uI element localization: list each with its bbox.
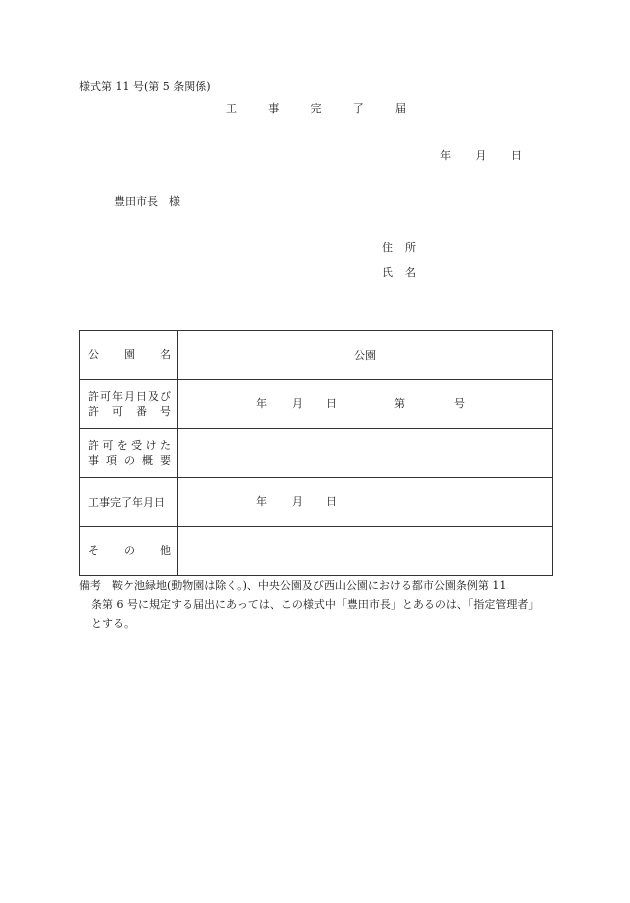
table-row xyxy=(80,331,553,380)
permit-date-number-label xyxy=(80,380,178,429)
label-char: 可 xyxy=(112,405,123,418)
addressee: 豊田市長 様 xyxy=(114,195,180,208)
title-char: 工 xyxy=(226,102,237,115)
label-char: そ xyxy=(88,544,99,557)
completion-month: 月 xyxy=(292,495,303,508)
completion-date-field[interactable] xyxy=(178,478,553,527)
label-char: 園 xyxy=(124,348,135,361)
table-row xyxy=(80,478,553,527)
title-char: 事 xyxy=(268,102,280,115)
label-char: 住 xyxy=(382,241,393,254)
label-char: 氏 xyxy=(382,266,393,279)
form-number: 様式第 11 号(第 5 条関係) xyxy=(79,80,211,93)
date-year: 年 xyxy=(440,149,451,162)
permit-number-prefix: 第 xyxy=(394,397,405,410)
label-char: を xyxy=(116,439,128,452)
completion-day: 日 xyxy=(326,495,337,508)
label-char: 受 xyxy=(131,439,143,452)
permit-number-suffix: 号 xyxy=(454,397,465,410)
label-char: 項 xyxy=(106,454,117,467)
label-char: 名 xyxy=(160,348,171,361)
label-char: 所 xyxy=(405,241,416,254)
label-char: 許 xyxy=(88,439,99,452)
park-name-field[interactable] xyxy=(178,331,553,380)
permitted-matter-summary-label xyxy=(80,429,178,478)
label-char: 可 xyxy=(100,390,111,403)
title-char: 完 xyxy=(310,102,322,115)
title-char: 届 xyxy=(395,102,406,115)
park-name-value: 公園 xyxy=(354,349,376,362)
date-month: 月 xyxy=(475,149,487,162)
permit-date-number-field[interactable] xyxy=(178,380,553,429)
label-char: 及 xyxy=(148,390,159,403)
permit-year: 年 xyxy=(256,397,267,410)
document-title xyxy=(226,102,406,116)
table-row xyxy=(80,527,553,576)
applicant-address-label xyxy=(382,241,416,255)
submission-date xyxy=(440,149,522,163)
completion-form-table xyxy=(79,330,553,576)
label-char: 許 xyxy=(88,405,99,418)
label-char: 許 xyxy=(88,390,99,403)
label-char: た xyxy=(159,439,171,452)
label-char: 月 xyxy=(124,390,135,403)
label-char: 名 xyxy=(405,266,416,279)
other-label xyxy=(80,527,178,576)
label-char: び xyxy=(160,390,171,403)
title-char: 了 xyxy=(352,102,364,115)
label-char: 番 xyxy=(136,405,147,418)
label-char: 他 xyxy=(160,544,171,557)
label-char: の xyxy=(124,454,135,467)
label-char: 概 xyxy=(142,454,153,467)
permitted-matter-summary-field[interactable] xyxy=(178,429,553,478)
remarks-line: 備考 鞍ケ池緑地(動物園は除く。)、中央公園及び西山公園における都市公園条例第 11 xyxy=(79,579,507,592)
remarks-note xyxy=(79,576,557,633)
label-char: 日 xyxy=(136,390,147,403)
permit-day: 日 xyxy=(326,397,337,410)
park-name-label xyxy=(80,331,178,380)
applicant-name-label xyxy=(382,266,416,280)
completion-year: 年 xyxy=(256,495,267,508)
completion-date-label xyxy=(80,478,178,527)
table-row xyxy=(80,380,553,429)
label-char: 号 xyxy=(160,405,171,418)
label-char: け xyxy=(145,439,157,452)
remarks-line: 条第 6 号に規定する届出にあっては、この様式中「豊田市長」とあるのは、「指定管理者」 xyxy=(91,598,540,611)
label-char: 事 xyxy=(88,454,99,467)
label-char: 年 xyxy=(112,390,123,403)
other-field[interactable] xyxy=(178,527,553,576)
label-char: 公 xyxy=(88,348,99,361)
table-row xyxy=(80,429,553,478)
label-char: 要 xyxy=(160,454,171,467)
remarks-line: とする。 xyxy=(91,617,135,630)
label-char: 可 xyxy=(102,439,114,452)
permit-month: 月 xyxy=(292,397,303,410)
label-text: 工事完了年月日 xyxy=(88,496,165,509)
label-char: の xyxy=(124,544,135,557)
date-day: 日 xyxy=(511,149,522,162)
